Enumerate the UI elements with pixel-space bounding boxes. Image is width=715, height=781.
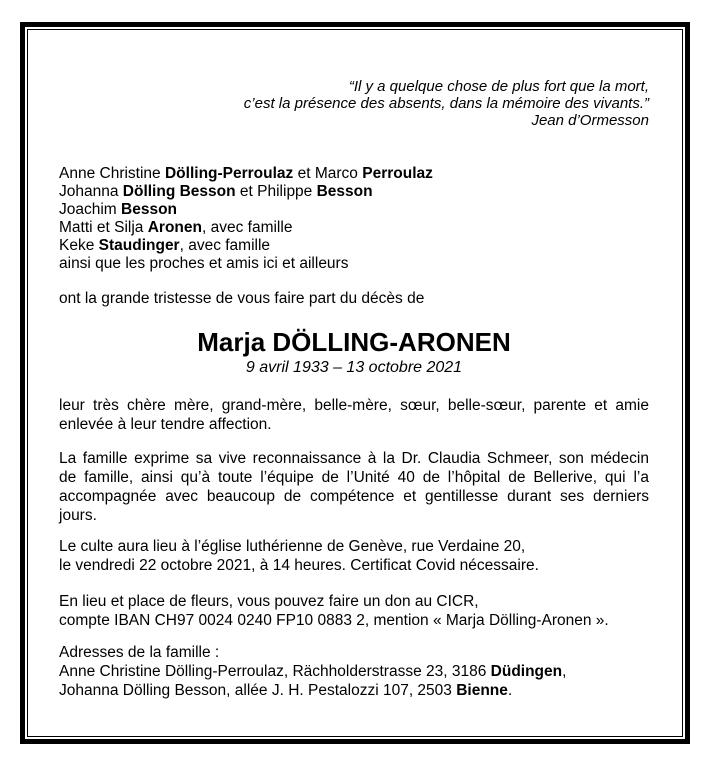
family-member-text: Keke	[59, 237, 99, 254]
family-member-text: Matti et Silja	[59, 219, 148, 236]
announcement-inner-frame	[27, 29, 683, 737]
tribute-line-1: leur très chère mère, grand-mère, belle-mère, sœur, belle-sœur, parente et amie	[59, 397, 649, 414]
epigraph-quote	[59, 78, 649, 129]
deceased-name: Marja DÖLLING-ARONEN	[197, 327, 511, 357]
family-surname-bold: Dölling Besson	[122, 183, 236, 200]
family-member-line-2	[59, 183, 649, 201]
acknowledgement-line-2: de famille, ainsi qu’à toute l’équipe de l’Unité 40 de l’hôpital de Bellerive, qui l’a	[59, 469, 649, 486]
family-surname-bold: Besson	[316, 183, 373, 200]
family-member-text: Johanna	[59, 183, 123, 200]
family-member-text: , avec famille	[201, 219, 293, 236]
acknowledgement-line-4: jours.	[59, 507, 97, 524]
family-addresses	[59, 643, 649, 700]
family-member-line-3	[59, 201, 649, 219]
family-list	[59, 165, 649, 273]
family-member-text: Anne Christine	[59, 165, 165, 182]
address-city-bold: Bienne	[456, 682, 508, 699]
family-surname-bold: Aronen	[147, 219, 202, 236]
announcement-content	[28, 30, 682, 736]
family-member-line-1	[59, 165, 649, 183]
address-text: Johanna Dölling Besson, allée J. H. Pestalozzi 107, 2503	[59, 682, 457, 699]
family-member-text: Joachim	[59, 201, 122, 218]
donation-line-1: En lieu et place de fleurs, vous pouvez faire un don au CICR,	[59, 593, 479, 610]
service-line-2: le vendredi 22 octobre 2021, à 14 heures. Certificat Covid nécessaire.	[59, 557, 539, 574]
address-text: ,	[562, 663, 567, 680]
address-text: Anne Christine Dölling-Perroulaz, Rächholderstrasse 23, 3186	[59, 663, 491, 680]
acknowledgement-paragraph	[59, 449, 649, 525]
service-line-1: Le culte aura lieu à l’église luthérienne de Genève, rue Verdaine 20,	[59, 538, 526, 555]
family-surname-bold: Dölling-Perroulaz	[164, 165, 294, 182]
announcement-intro: ont la grande tristesse de vous faire part du décès de	[59, 290, 425, 307]
tribute-paragraph	[59, 396, 649, 434]
family-member-line-4	[59, 219, 649, 237]
family-member-text: et Philippe	[235, 183, 317, 200]
acknowledgement-line-1: La famille exprime sa vive reconnaissance à la Dr. Claudia Schmeer, son médecin	[59, 450, 649, 467]
address-line-1	[59, 662, 649, 681]
family-surname-bold: Besson	[121, 201, 178, 218]
family-surname-bold: Staudinger	[98, 237, 180, 254]
address-city-bold: Düdingen	[490, 663, 563, 680]
address-line-2	[59, 681, 649, 700]
family-member-line-6: ainsi que les proches et amis ici et ailleurs	[59, 255, 349, 272]
acknowledgement-line-3: accompagnée avec beaucoup de compétence et gentillesse durant ses derniers	[59, 488, 649, 505]
donation-info	[59, 592, 649, 630]
family-member-line-5	[59, 237, 649, 255]
addresses-header: Adresses de la famille :	[59, 644, 220, 661]
address-text: .	[507, 682, 513, 699]
family-member-text: et Marco	[293, 165, 363, 182]
life-dates: 9 avril 1933 – 13 octobre 2021	[245, 359, 463, 376]
quote-attribution: Jean d’Ormesson	[531, 112, 649, 129]
service-info	[59, 537, 649, 575]
announcement-frame	[20, 22, 690, 744]
quote-line-2: c’est la présence des absents, dans la mémoire des vivants.”	[243, 95, 649, 112]
donation-line-2: compte IBAN CH97 0024 0240 FP10 0883 2, mention « Marja Dölling-Aronen ».	[59, 612, 609, 629]
family-member-text: , avec famille	[179, 237, 271, 254]
quote-line-1: “Il y a quelque chose de plus fort que la mort,	[348, 78, 649, 95]
tribute-line-2: enlevée à leur tendre affection.	[59, 416, 272, 433]
family-surname-bold: Perroulaz	[362, 165, 433, 182]
